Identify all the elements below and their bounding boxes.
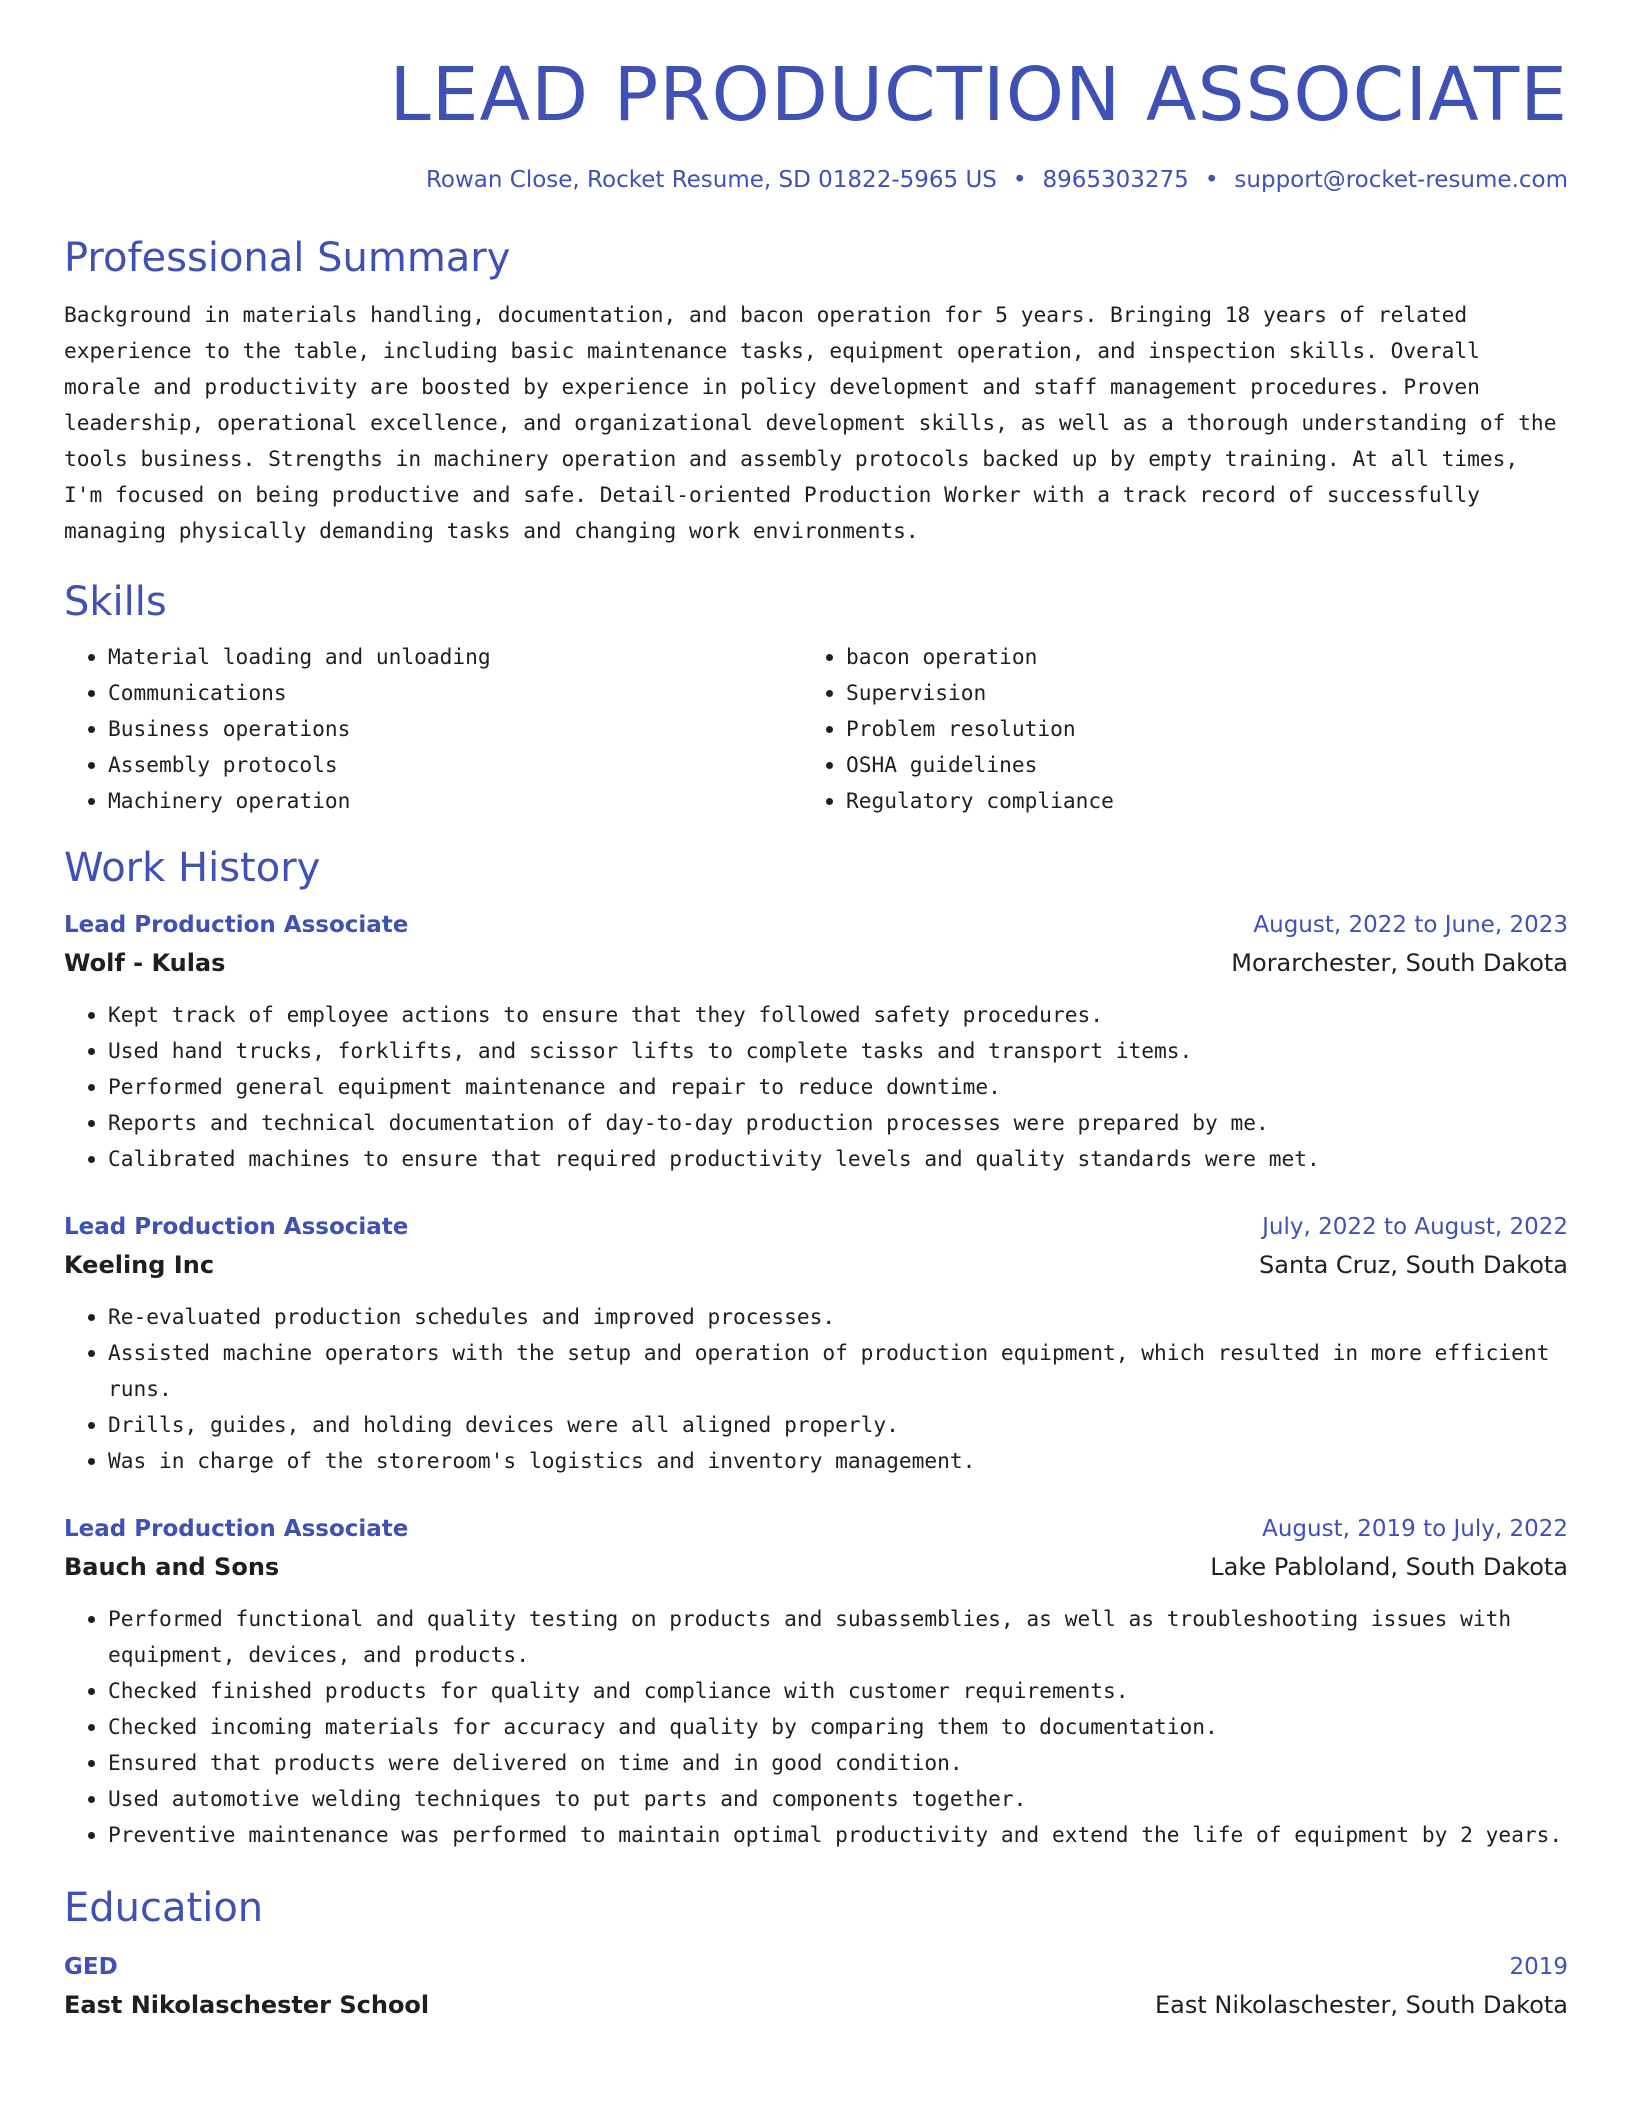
education-degree-row [64,1951,1568,1983]
job-bullet: • Was in charge of the storeroom's logistics and inventory management. [108,1443,1568,1479]
job-bullet: • Drills, guides, and holding devices were all aligned properly. [108,1407,1568,1443]
job-company-row [64,1243,1568,1281]
job-bullet: • Kept track of employee actions to ensure that they followed safety procedures. [108,997,1568,1033]
job-company-row [64,1545,1568,1583]
candidate-name: LEAD PRODUCTION ASSOCIATE [389,52,1568,138]
job-bullet: • Reports and technical documentation of day-to-day production processes were prepared by me. [108,1105,1568,1141]
job-bullet: • Ensured that products were delivered on time and in good condition. [108,1745,1568,1781]
job-bullets [64,997,1568,1177]
job-company-row [64,941,1568,979]
education-heading: Education [64,1884,264,1931]
education-school: East Nikolaschester School [64,1990,430,2019]
job-title: Lead Production Associate [64,911,409,938]
job-company: Keeling Inc [64,1250,215,1279]
skill-item: • Regulatory compliance [846,783,1540,819]
education-year: 2019 [1509,1953,1568,1980]
contact-phone: 8965303275 [1042,166,1189,193]
job-bullet: • Assisted machine operators with the setup and operation of production equipment, which resulted in more efficient runs. [108,1335,1568,1407]
job-location: Lake Pabloland, South Dakota [1210,1552,1568,1581]
job-bullets [64,1601,1568,1853]
job-bullet: • Preventive maintenance was performed to maintain optimal productivity and extend the life of equipment by 2 years. [108,1817,1568,1853]
job-company: Wolf - Kulas [64,948,226,977]
skill-item: • Material loading and unloading [108,639,802,675]
skills-column-right [802,639,1540,819]
job-bullets [64,1299,1568,1479]
job-dates: August, 2019 to July, 2022 [1262,1515,1568,1542]
contact-line [64,165,1568,195]
job-bullet: • Checked finished products for quality and compliance with customer requirements. [108,1673,1568,1709]
skills-column-left [64,639,802,819]
summary-section [64,233,1568,549]
job-dates: August, 2022 to June, 2023 [1253,911,1568,938]
contact-separator: • [1204,166,1219,193]
job-location: Santa Cruz, South Dakota [1259,1250,1568,1279]
education-degree: GED [64,1953,118,1980]
skill-item: • Machinery operation [108,783,802,819]
job-title-row [64,909,1568,941]
summary-heading: Professional Summary [64,234,511,281]
job-title: Lead Production Associate [64,1515,409,1542]
work-history-heading: Work History [64,844,321,891]
skill-item: • Business operations [108,711,802,747]
contact-separator: • [1012,166,1027,193]
job-bullet: • Calibrated machines to ensure that required productivity levels and quality standards were met. [108,1141,1568,1177]
job-bullet: • Checked incoming materials for accuracy and quality by comparing them to documentation. [108,1709,1568,1745]
skill-item: • OSHA guidelines [846,747,1540,783]
job-bullet: • Performed functional and quality testing on products and subassemblies, as well as troubleshooting issues with equipment, devices, and products. [108,1601,1568,1673]
skills-heading: Skills [64,578,167,625]
job-entry [64,1211,1568,1479]
skill-item: • Problem resolution [846,711,1540,747]
skills-section [64,577,1568,819]
skills-grid [64,639,1568,819]
skill-item: • Assembly protocols [108,747,802,783]
job-entry [64,1513,1568,1853]
education-school-row [64,1983,1568,2021]
job-dates: July, 2022 to August, 2022 [1262,1213,1568,1240]
education-location: East Nikolaschester, South Dakota [1154,1990,1568,2019]
job-bullet: • Used hand trucks, forklifts, and scissor lifts to complete tasks and transport items. [108,1033,1568,1069]
contact-email: support@rocket-resume.com [1234,166,1568,193]
job-title-row [64,1513,1568,1545]
job-company: Bauch and Sons [64,1552,280,1581]
summary-text: Background in materials handling, documentation, and bacon operation for 5 years. Bringing 18 years of related experience to the table, including basic maintenance tasks, equipment operation, and inspection skills. Overall morale and productivity are boosted by experience in policy development and staff management procedures. Proven leadership, operational excellence, and organizational development skills, as well as a thorough understanding of the tools business. Strengths in machinery operation and assembly protocols backed up by empty training. At all times, I'm focused on being productive and safe. Detail-oriented Production Worker with a track record of successfully managing physically demanding tasks and changing work environments. [64,301,1557,543]
job-location: Morarchester, South Dakota [1231,948,1568,977]
skill-item: • bacon operation [846,639,1540,675]
job-bullet: • Used automotive welding techniques to put parts and components together. [108,1781,1568,1817]
resume-header [64,54,1568,195]
education-entry [64,1951,1568,2021]
education-section [64,1883,1568,2021]
job-title: Lead Production Associate [64,1213,409,1240]
skill-item: • Supervision [846,675,1540,711]
job-entry [64,909,1568,1177]
skill-item: • Communications [108,675,802,711]
job-bullet: • Re-evaluated production schedules and improved processes. [108,1299,1568,1335]
job-title-row [64,1211,1568,1243]
work-history-section [64,843,1568,1853]
job-bullet: • Performed general equipment maintenance and repair to reduce downtime. [108,1069,1568,1105]
contact-address: Rowan Close, Rocket Resume, SD 01822-5965 US [425,166,997,193]
